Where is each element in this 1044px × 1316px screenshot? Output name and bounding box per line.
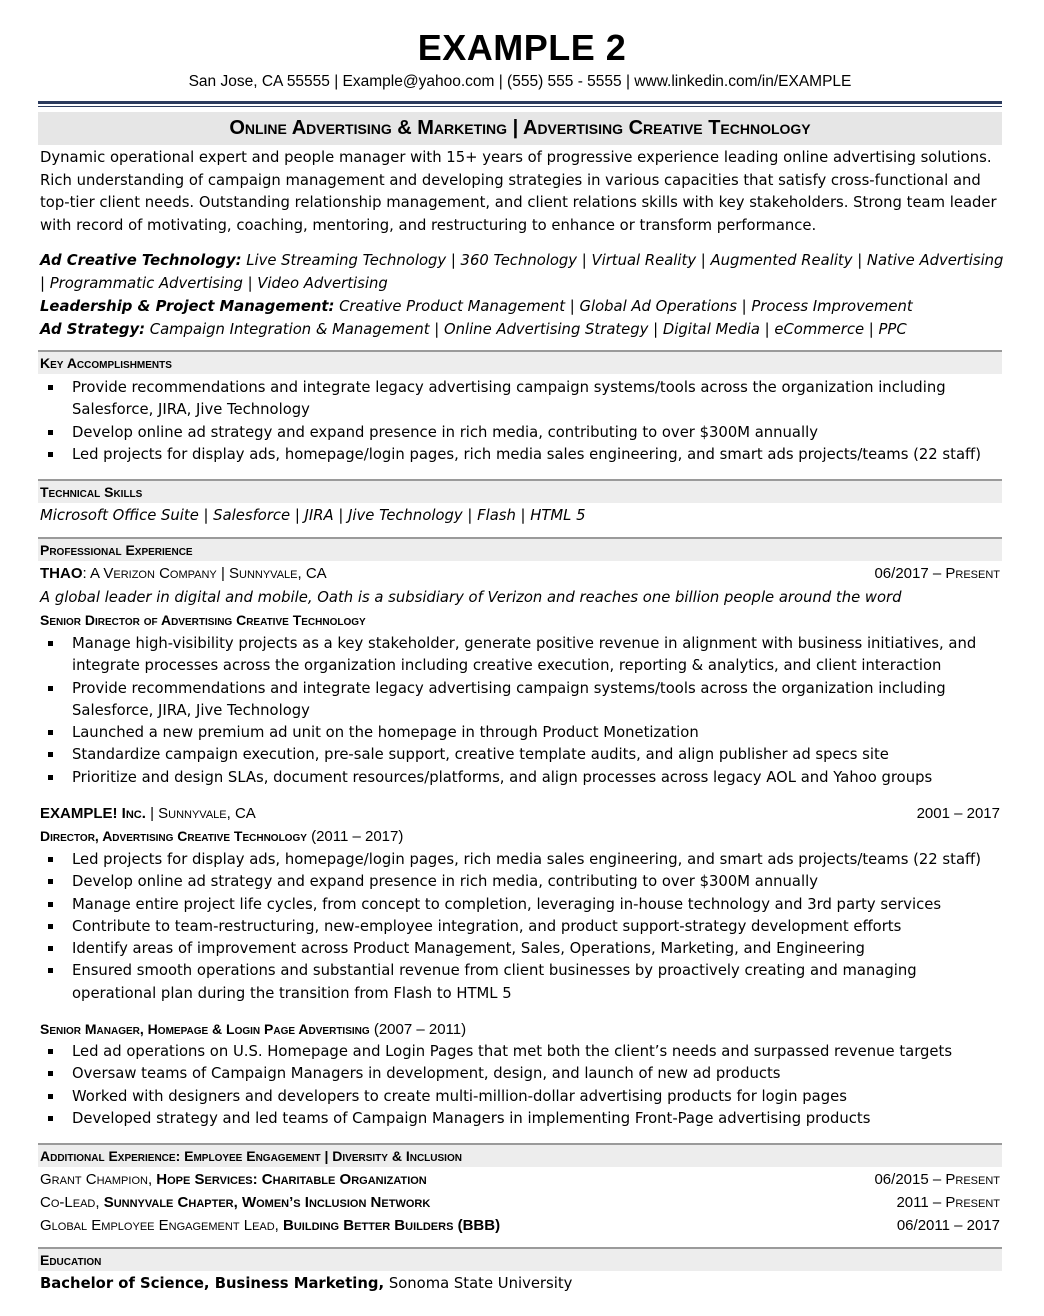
job2-role2-title — [40, 1018, 1000, 1041]
additional-row — [40, 1169, 1000, 1191]
list-item: Standardize campaign execution, pre-sale support, creative template audits, and align publisher ad specs site — [40, 744, 1002, 766]
header-rule-thick — [38, 101, 1002, 104]
role-years: (2011 – 2017) — [306, 828, 404, 845]
job2-company-suffix: | Sunnyvale, CA — [145, 805, 256, 822]
job1-bullets — [40, 633, 1002, 789]
list-item: Ensured smooth operations and substantial revenue from client businesses by proactively creating and managing operational plan during the transition from Flash to HTML 5 — [40, 960, 1002, 1005]
education-line — [40, 1273, 1000, 1295]
degree: Bachelor of Science, Business Marketing, — [40, 1275, 385, 1292]
job1-company: THAO — [40, 565, 83, 582]
list-item: Led projects for display ads, homepage/login pages, rich media sales engineering, and smart ads projects/teams (22 staff) — [40, 444, 1002, 466]
list-item: Developed strategy and led teams of Campaign Managers in implementing Front-Page advertising products — [40, 1108, 1002, 1130]
headline-banner: Online Advertising & Marketing | Advertising Creative Technology — [38, 112, 1002, 145]
skill-line-creative — [40, 249, 1008, 295]
additional-org: Sunnyvale Chapter, Women’s Inclusion Network — [103, 1194, 431, 1211]
list-item: Worked with designers and developers to create multi-million-dollar advertising products for login pages — [40, 1086, 1002, 1108]
job1-company-suffix: : A Verizon Company | Sunnyvale, CA — [82, 565, 327, 582]
header-rule-thin — [38, 106, 1002, 107]
list-item: Develop online ad strategy and expand presence in rich media, contributing to over $300M annually — [40, 871, 1002, 893]
job2-company: EXAMPLE! Inc. — [40, 805, 146, 822]
additional-org: Building Better Builders (BBB) — [283, 1217, 501, 1234]
contact-line: San Jose, CA 55555 | Example@yahoo.com | (555) 555 - 5555 | www.linkedin.com/in/EXAMPLE — [188, 73, 852, 90]
additional-row — [40, 1215, 1000, 1237]
job2-header — [40, 803, 1000, 825]
job1-dates: 06/2017 – Present — [874, 565, 1000, 582]
list-item: Prioritize and design SLAs, document resources/platforms, and align processes across legacy AOL and Yahoo groups — [40, 767, 1002, 789]
school: Sonoma State University — [384, 1275, 573, 1292]
job2-role2-bullets — [40, 1041, 1002, 1130]
skill-line-strategy — [40, 318, 1008, 341]
list-item: Oversaw teams of Campaign Managers in development, design, and launch of new ad products — [40, 1063, 1002, 1085]
job1-title: Senior Director of Advertising Creative Technology — [40, 612, 366, 628]
additional-dates: 2011 – Present — [896, 1194, 1000, 1211]
additional-role: Global Employee Engagement Lead, — [40, 1217, 284, 1234]
additional-role: Grant Champion, — [40, 1171, 157, 1188]
skill-line-leadership — [40, 295, 1008, 318]
additional-role: Co-Lead, — [40, 1194, 104, 1211]
core-skills — [40, 249, 1008, 341]
job2-role1-title — [40, 825, 1000, 848]
section-heading-additional: Additional Experience: Employee Engagement | Diversity & Inclusion — [38, 1143, 1002, 1167]
additional-dates: 06/2011 – 2017 — [896, 1217, 1000, 1234]
job2-role1-bullets — [40, 849, 1002, 1005]
additional-org: Hope Services: Charitable Organization — [156, 1171, 427, 1188]
summary-paragraph: Dynamic operational expert and people manager with 15+ years of progressive experience leading online advertising solutions. Rich understanding of campaign management and developing strategies in various capacities that satisfy cross-functional and top-tier client needs. Outstanding relationship management, and client relations skills with key stakeholders. Strong team leader with record of motivating, coaching, mentoring, and restructuring to enhance or transform performance. — [40, 149, 997, 234]
skill-text: Campaign Integration & Management | Online Advertising Strategy | Digital Media | eCommerce | PPC — [145, 321, 907, 338]
skill-label: Leadership & Project Management: — [40, 298, 335, 315]
list-item: Develop online ad strategy and expand presence in rich media, contributing to over $300M annually — [40, 422, 1002, 444]
technical-skills-text: Microsoft Office Suite | Salesforce | JIRA | Jive Technology | Flash | HTML 5 — [40, 507, 586, 524]
list-item: Provide recommendations and integrate legacy advertising campaign systems/tools across the organization including Salesforce, JIRA, Jive Technology — [40, 678, 1002, 723]
section-heading-experience: Professional Experience — [38, 537, 1002, 561]
skill-text: Creative Product Management | Global Ad Operations | Process Improvement — [334, 298, 913, 315]
list-item: Launched a new premium ad unit on the homepage in through Product Monetization — [40, 722, 1002, 744]
additional-dates: 06/2015 – Present — [874, 1171, 1000, 1188]
list-item: Provide recommendations and integrate legacy advertising campaign systems/tools across the organization including Salesforce, JIRA, Jive Technology — [40, 377, 1002, 422]
job2-dates: 2001 – 2017 — [916, 805, 1000, 822]
skill-label: Ad Strategy: — [40, 321, 146, 338]
skill-label: Ad Creative Technology: — [40, 252, 242, 269]
additional-row — [40, 1192, 1000, 1214]
list-item: Led projects for display ads, homepage/login pages, rich media sales engineering, and smart ads projects/teams (22 staff) — [40, 849, 1002, 871]
list-item: Manage entire project life cycles, from concept to completion, leveraging in-house technology and 3rd party services — [40, 894, 1002, 916]
candidate-name: EXAMPLE 2 — [417, 27, 627, 68]
job1-tagline: A global leader in digital and mobile, Oath is a subsidiary of Verizon and reaches one billion people around the word — [40, 589, 902, 606]
section-heading-technical-skills: Technical Skills — [38, 479, 1002, 503]
role-years: (2007 – 2011) — [369, 1021, 467, 1038]
section-heading-education: Education — [38, 1247, 1002, 1271]
job1-header — [40, 563, 1000, 585]
role-title: Senior Manager, Homepage & Login Page Advertising — [40, 1021, 370, 1037]
accomplishments-list — [40, 377, 1002, 466]
list-item: Led ad operations on U.S. Homepage and Login Pages that met both the client’s needs and surpassed revenue targets — [40, 1041, 1002, 1063]
list-item: Contribute to team-restructuring, new-employee integration, and product support-strategy development efforts — [40, 916, 1002, 938]
skill-text: Live Streaming Technology | 360 Technology | Virtual Reality | Augmented Reality | Native Advertising | Programmatic Advertising | Video Advertising — [40, 252, 1004, 292]
list-item: Identify areas of improvement across Product Management, Sales, Operations, Marketing, and Engineering — [40, 938, 1002, 960]
role-title: Director, Advertising Creative Technology — [40, 828, 307, 844]
section-heading-accomplishments: Key Accomplishments — [38, 350, 1002, 374]
list-item: Manage high-visibility projects as a key stakeholder, generate positive revenue in alignment with business initiatives, and integrate processes across the organization including creative execution, reporting & analytics, and client interaction — [40, 633, 1002, 678]
